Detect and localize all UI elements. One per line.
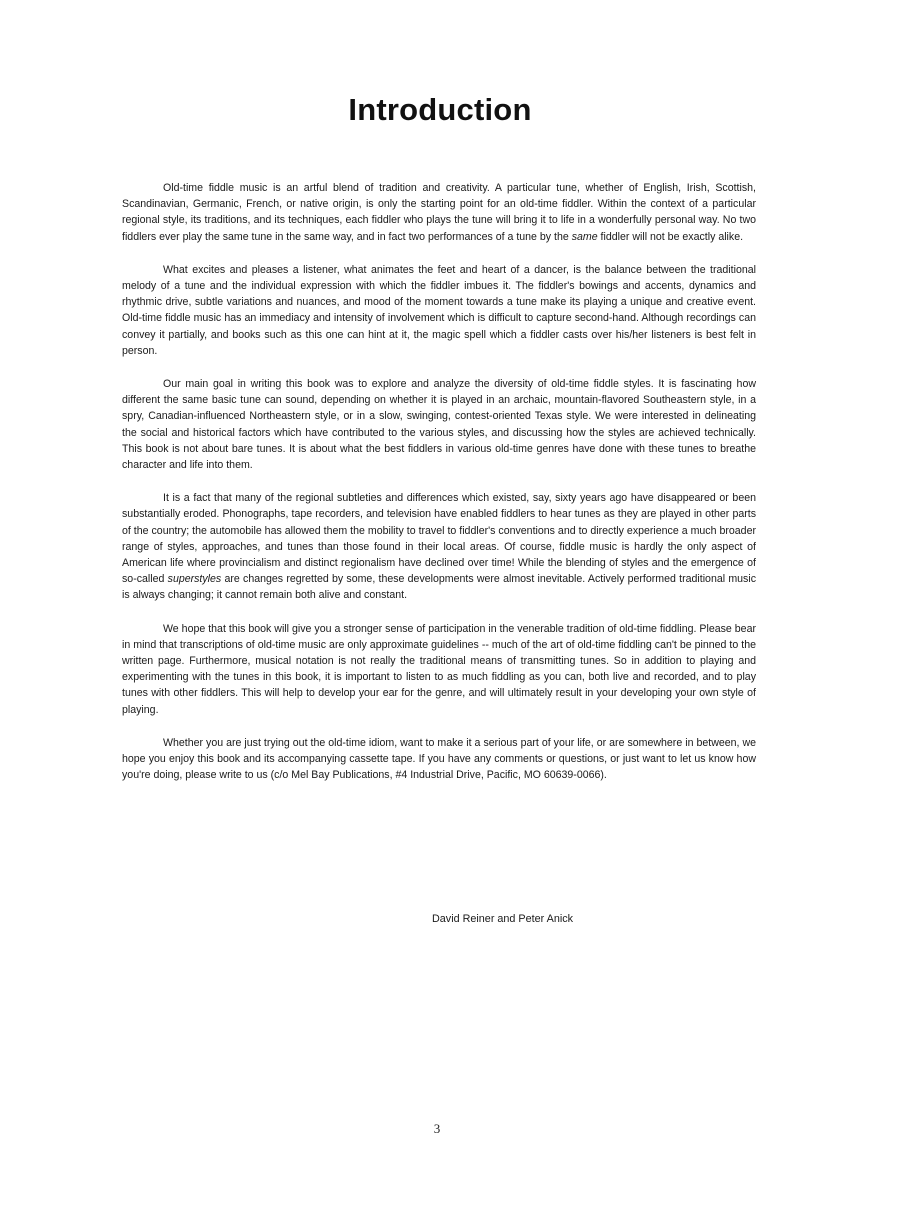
emphasis-same: same bbox=[571, 230, 598, 243]
body-text bbox=[122, 180, 756, 801]
emphasis-superstyles: superstyles bbox=[167, 573, 222, 586]
page-title: Introduction bbox=[348, 92, 532, 127]
paragraph-6: Whether you are just trying out the old-time idiom, want to make it a serious part of your life, or are somewhere in between, we hope you enjoy this book and its accompanying cassette tape. If you have any comments or questions, or just want to let us know how you're doing, please write to us (c/o Mel Bay Publications, #4 Industrial Drive, Pacific, MO 60639-0066). bbox=[122, 736, 756, 782]
paragraph-2: What excites and pleases a listener, what animates the feet and heart of a dancer, is the balance between the traditional melody of a tune and the individual expression with which the fiddler imbues it. The fiddler's bowings and accents, dynamics and rhythmic drive, subtle variations and nuances, and mood of the moment towards a tune make its playing a unique and creative event. Old-time fiddle music has an immediacy and intensity of involvement which is difficult to capture second-hand. Although recordings can convey it partially, and books such as this one can hint at it, the magic spell which a fiddler casts over his/her listeners is best felt in person. bbox=[122, 263, 756, 357]
page-number: 3 bbox=[433, 1121, 441, 1136]
paragraph-4: It is a fact that many of the regional subtleties and differences which existed, say, sixty years ago have disappeared or been substantially eroded. Phonographs, tape recorders, and television have enabled fiddlers to hear tunes as they are played in other parts of the country; the automobile has allowed them the mobility to travel to fiddler's conventions and to directly experience a much broader range of styles, approaches, and tunes than those found in their local areas. Of course, fiddle music is hardly the only aspect of American life where provincialism and distinct regionalism have declined over time! While the blending of styles and the emergence of so-called superstyles are changes regretted by some, these developments were almost inevitable. Actively performed traditional music is always changing; it cannot remain both alive and constant. bbox=[122, 492, 756, 602]
paragraph-5: We hope that this book will give you a stronger sense of participation in the venerable tradition of old-time fiddling. Please bear in mind that transcriptions of old-time music are only approximate guidelines -- much of the art of old-time fiddling can't be pinned to the written page. Furthermore, musical notation is not really the traditional means of transmitting tunes. So in addition to playing and experimenting with the tunes in this book, it is important to listen to as much fiddling as you can, both live and recorded, and to play tunes with other fiddlers. This will help to develop your ear for the genre, and will ultimately result in your developing your own style of playing. bbox=[122, 622, 756, 716]
paragraph-1: Old-time fiddle music is an artful blend of tradition and creativity. A particular tune, whether of English, Irish, Scottish, Scandinavian, Germanic, French, or native origin, is only the starting point for an old-time fiddler. Within the context of a particular regional style, its traditions, and its techniques, each fiddler who plays the tune will bring it to life in a wonderfully personal way. No two fiddlers ever play the same tune in the same way, and in fact two performances of a tune by the same fiddler will not be exactly alike. bbox=[122, 182, 756, 243]
author-signature: David Reiner and Peter Anick bbox=[432, 913, 574, 925]
paragraph-3: Our main goal in writing this book was to explore and analyze the diversity of old-time fiddle styles. It is fascinating how different the same basic tune can sound, depending on whether it is played in an archaic, mountain-flavored Southeastern style, in a spry, Canadian-influenced Northeastern style, or in a slow, swinging, contest-oriented Texas style. We were interested in delineating the social and historical factors which have contributed to the various styles, and discussing how the styles are achieved technically. This book is not about bare tunes. It is about what the best fiddlers in various old-time genres have done with these tunes to breathe character and life into them. bbox=[122, 378, 756, 472]
